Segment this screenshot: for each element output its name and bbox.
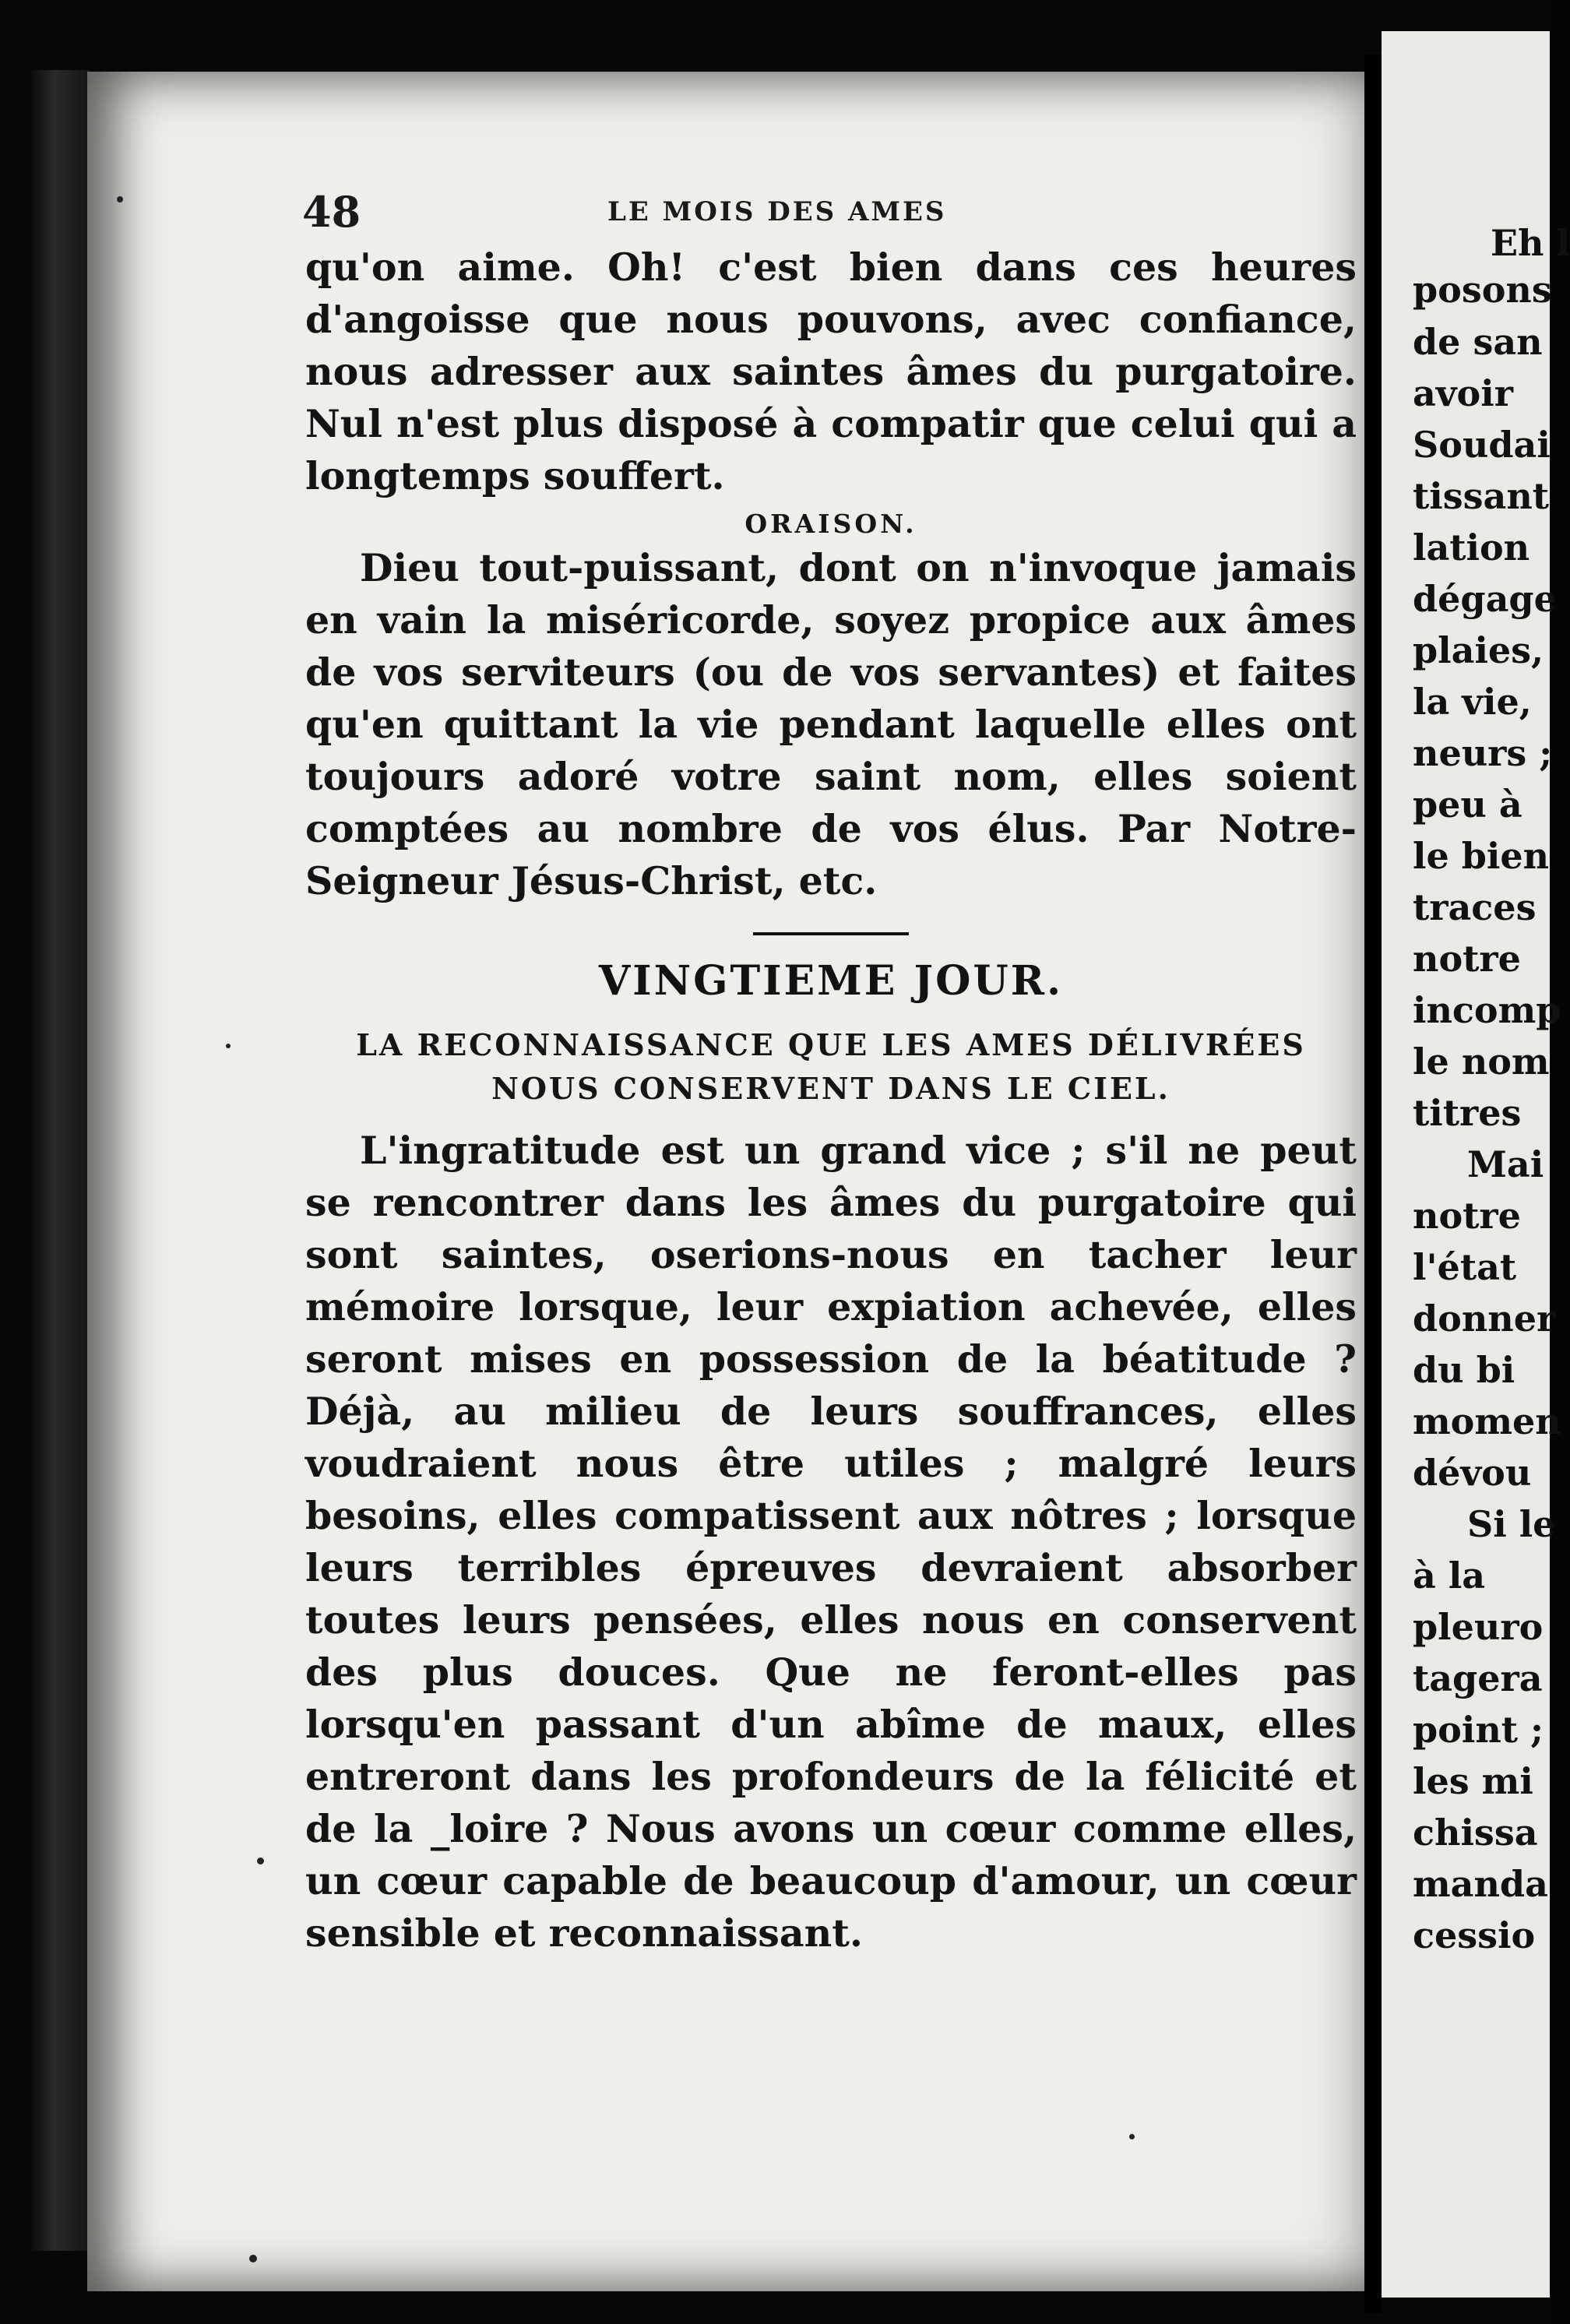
scan-speck (1129, 2134, 1135, 2139)
chapter-title: VINGTIEME JOUR. (598, 957, 1064, 1005)
facing-line: dévou (1413, 1452, 1532, 1494)
page-text (302, 187, 1357, 1960)
facing-line: dégage (1413, 578, 1557, 620)
facing-line: Eh l (1491, 222, 1570, 264)
facing-line: chissa (1413, 1812, 1538, 1854)
facing-line: notre (1413, 1195, 1521, 1237)
book-edge (31, 70, 90, 2251)
intro-paragraph: qu'on aime. Oh! c'est bien dans ces heures d'angoisse que nous pouvons, avec confiance, nous adresser aux saintes âmes du purgatoire. Nul n'est plus disposé à compatir que celui qui a longtemps souffert. (305, 245, 1357, 498)
facing-line: de san (1413, 321, 1543, 363)
facing-line: la vie, (1413, 681, 1532, 723)
running-title: LE MOIS DES AMES (607, 196, 947, 227)
facing-line: incomp (1413, 989, 1561, 1031)
chapter-subtitle: LA RECONNAISSANCE QUE LES AMES DÉLIVRÉES NOUS CONSERVENT DANS LE CIEL. (356, 1027, 1306, 1106)
facing-line: du bi (1413, 1349, 1515, 1391)
scan-speck (249, 2255, 257, 2262)
facing-line: neurs ; (1413, 732, 1553, 774)
facing-line: manda (1413, 1863, 1548, 1905)
facing-line: point ; (1413, 1709, 1544, 1751)
facing-line: traces (1413, 886, 1537, 928)
running-head (302, 187, 1357, 241)
facing-page (1382, 31, 1570, 2298)
facing-line: Si le (1467, 1503, 1556, 1545)
scan-speck (226, 1044, 231, 1048)
main-paragraph: L'ingratitude est un grand vice ; s'il ne peut se rencontrer dans les âmes du purgatoire qui sont saintes, oserions-nous en tacher leur mémoire lorsque, leur expiation achevée, elles seront mises en possession de la béatitude ? Déjà, au milieu de leurs souffrances, elles voudraient nous être utiles ; malgré leurs besoins, elles compatissent aux nôtres ; lorsque leurs terribles épreuves devraient absorber toutes leurs pensées, elles nous en conservent des plus douces. Que ne feront-elles pas lorsqu'en passant d'un abîme de maux, elles entreront dans les profondeurs de la félicité et de la _loire ? Nous avons un cœur comme elles, un cœur capable de beaucoup d'amour, un cœur sensible et reconnaissant. (305, 1128, 1357, 1956)
facing-line: posons (1413, 269, 1552, 311)
facing-line: avoir (1413, 372, 1513, 414)
facing-line: donner (1413, 1298, 1556, 1340)
scan-speck (257, 1857, 264, 1864)
scan-speck (117, 196, 123, 202)
facing-line: momen (1413, 1400, 1561, 1442)
oraison-heading: ORAISON. (745, 509, 917, 539)
facing-line: notre (1413, 938, 1521, 980)
book-gutter (1364, 55, 1382, 2313)
facing-line: le bien (1413, 835, 1550, 877)
facing-line: les mi (1413, 1760, 1533, 1802)
facing-line: tissant (1413, 475, 1550, 517)
facing-line: pleuro (1413, 1606, 1544, 1648)
facing-line: lation (1413, 526, 1530, 569)
facing-line: l'état (1413, 1246, 1517, 1288)
section-divider (753, 932, 909, 935)
oraison-paragraph: Dieu tout-puissant, dont on n'invoque jamais en vain la miséricorde, soyez propice aux âmes de vos serviteurs (ou de vos servantes) et faites qu'en quittant la vie pendant laquelle elles ont toujours adoré votre saint nom, elles soient comptées au nombre de vos élus. Par Notre-Seigneur Jésus-Christ, etc. (305, 545, 1357, 903)
facing-line: peu à (1413, 783, 1522, 826)
facing-line: titres (1413, 1092, 1522, 1134)
facing-line: plaies, (1413, 629, 1544, 671)
facing-line: cessio (1413, 1914, 1536, 1956)
facing-line: Soudai (1413, 424, 1551, 466)
facing-line: à la (1413, 1555, 1486, 1597)
page-number: 48 (302, 187, 361, 237)
facing-line: le nom (1413, 1041, 1550, 1083)
facing-line: Mai (1467, 1143, 1544, 1185)
facing-line: tagera (1413, 1657, 1543, 1699)
